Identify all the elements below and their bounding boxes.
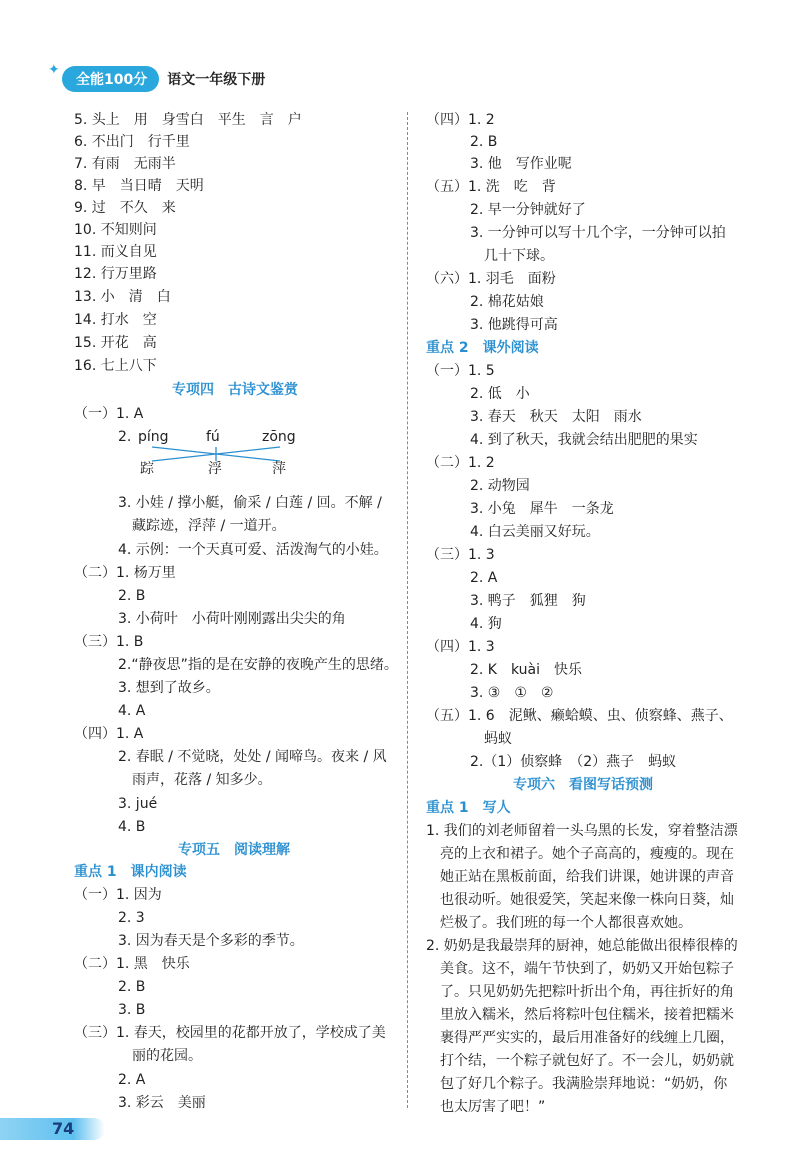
answer-line: 2.“静夜思”指的是在安静的夜晚产生的思绪。 (118, 657, 398, 673)
star-icon: ✦ (48, 62, 60, 78)
answer-line: （三）1. 3 (426, 547, 495, 563)
key-point-title: 重点 2 课外阅读 (426, 340, 539, 356)
essay-line: 里放入糯米，然后将粽叶包住糯米，接着把糯米 (440, 1007, 734, 1023)
section-title: 专项四 古诗文鉴赏 (172, 382, 298, 398)
answer-line: 4. 狗 (470, 616, 502, 632)
book-title: 语文一年级下册 (167, 72, 266, 88)
answer-line: 3. jué (118, 796, 158, 812)
answer-line: 4. A (118, 703, 146, 719)
answer-line: 4. 示例：一个天真可爱、活泼淘气的小娃。 (118, 542, 388, 558)
answer-line: 2. B (118, 979, 146, 995)
char-3: 萍 (272, 461, 286, 477)
column-divider (407, 112, 408, 1108)
answer-line: 8. 早 当日晴 天明 (74, 178, 204, 194)
answer-line: 9. 过 不久 来 (74, 200, 176, 216)
answer-line: 2. B (118, 588, 146, 604)
essay-line: 烂极了。我们班的每一个人都很喜欢她。 (440, 915, 692, 931)
essay-line: 包了好几个粽子。我满脸崇拜地说：“奶奶，你 (440, 1076, 728, 1092)
pinyin-3: zōng (262, 429, 296, 445)
essay-line: 美食。这不，端午节快到了，奶奶又开始包粽子 (440, 961, 734, 977)
answer-line: 2. 春眠 / 不觉晓，处处 / 闻啼鸟。夜来 / 风 (118, 749, 387, 765)
answer-line: 2. 动物园 (470, 478, 530, 494)
answer-line: （三）1. B (74, 634, 144, 650)
answer-line: 2. A (118, 1072, 146, 1088)
answer-line: 2. 3 (118, 910, 145, 926)
answer-line: 2. 低 小 (470, 386, 530, 402)
answer-line: 7. 有雨 无雨半 (74, 156, 176, 172)
answer-line: 3. 一分钟可以写十几个字，一分钟可以拍 (470, 225, 726, 241)
answer-line: 2. 棉花姑娘 (470, 294, 544, 310)
answer-line: 15. 开花 高 (74, 335, 157, 351)
answer-line: 2. A (470, 570, 498, 586)
answer-line: 6. 不出门 行千里 (74, 134, 190, 150)
essay-line: 了。只见奶奶先把粽叶折出个角，再往折好的角 (440, 984, 734, 1000)
answer-line: （一）1. 因为 (74, 887, 162, 903)
answer-line: 13. 小 清 白 (74, 289, 171, 305)
answer-line: 3. ③ ① ② (470, 685, 554, 701)
essay-line: 也很动听。她很爱笑，笑起来像一株向日葵，灿 (440, 892, 734, 908)
answer-line: （六）1. 羽毛 面粉 (426, 271, 556, 287)
key-point-title: 重点 1 课内阅读 (74, 864, 187, 880)
answer-line: （五）1. 洗 吃 背 (426, 179, 556, 195)
essay-line: 亮的上衣和裙子。她个子高高的，瘦瘦的。现在 (440, 846, 734, 862)
answer-line: （四）1. 2 (426, 112, 495, 128)
answer-line: 蚂蚁 (484, 731, 512, 747)
answer-line: （五）1. 6 泥鳅、癞蛤蟆、虫、侦察蜂、燕子、 (426, 708, 733, 724)
char-1: 踪 (140, 461, 154, 477)
answer-line: 4. B (118, 819, 146, 835)
answer-line: （二）1. 黑 快乐 (74, 956, 190, 972)
pinyin-2: fú (206, 429, 220, 445)
page-header (48, 62, 266, 92)
pinyin-1: píng (138, 429, 169, 445)
answer-line: （二）1. 杨万里 (74, 565, 176, 581)
answer-line: 3. 他跳得可高 (470, 317, 558, 333)
answer-line: （二）1. 2 (426, 455, 495, 471)
essay-line: 2. 奶奶是我最崇拜的厨神，她总能做出很棒很棒的 (426, 938, 738, 954)
answer-line: 14. 打水 空 (74, 312, 157, 328)
section-title: 专项六 看图写话预测 (513, 777, 653, 793)
brand-badge (48, 62, 159, 92)
answer-line: （一）1. A (74, 406, 144, 422)
essay-line: 打个结，一个粽子就包好了。不一会儿，奶奶就 (440, 1053, 734, 1069)
answer-line: 2. B (470, 134, 498, 150)
answer-line: 2. 早一分钟就好了 (470, 202, 586, 218)
answer-line: 12. 行万里路 (74, 266, 157, 282)
answer-line: 藏踪迹，浮萍 / 一道开。 (132, 518, 286, 534)
essay-line: 裹得严严实实的，最后用准备好的线缠上几圈， (440, 1030, 734, 1046)
char-2: 浮 (208, 461, 222, 477)
answer-line: 5. 头上 用 身雪白 平生 言 户 (74, 112, 302, 128)
answer-line: 3. 小娃 / 撑小艇，偷采 / 白莲 / 回。不解 / (118, 495, 382, 511)
answer-line: 2. K kuài 快乐 (470, 662, 583, 678)
answer-line: 2.（1）侦察蜂 （2）燕子 蚂蚁 (470, 754, 677, 770)
answer-line: 3. 春天 秋天 太阳 雨水 (470, 409, 642, 425)
answer-line: 丽的花园。 (132, 1048, 202, 1064)
answer-line: （四）1. 3 (426, 639, 495, 655)
answer-line: （四）1. A (74, 726, 144, 742)
answer-line: （三）1. 春天，校园里的花都开放了，学校成了美 (74, 1025, 386, 1041)
key-point-title: 重点 1 写人 (426, 800, 511, 816)
answer-line: 11. 而义自见 (74, 244, 157, 260)
answer-line: 3. 小荷叶 小荷叶刚刚露出尖尖的角 (118, 611, 346, 627)
brand-badge-text: 全能100分 (76, 72, 148, 88)
essay-line: 也太厉害了吧！” (440, 1099, 546, 1115)
answer-line: 3. 他 写作业呢 (470, 156, 572, 172)
answer-line: 16. 七上八下 (74, 358, 157, 374)
page-number: 74 (52, 1119, 75, 1138)
answer-line: 3. B (118, 1002, 146, 1018)
answer-line: 雨声，花落 / 知多少。 (132, 772, 272, 788)
answer-line: 4. 白云美丽又好玩。 (470, 524, 600, 540)
essay-line: 她正站在黑板前面，给我们讲课，她讲课的声音 (440, 869, 734, 885)
answer-line: 3. 彩云 美丽 (118, 1095, 206, 1111)
answer-line: 3. 鸭子 狐狸 狗 (470, 593, 586, 609)
answer-line: 10. 不知则问 (74, 222, 157, 238)
answer-line: 4. 到了秋天，我就会结出肥肥的果实 (470, 432, 698, 448)
answer-line: 3. 想到了故乡。 (118, 680, 220, 696)
section-title: 专项五 阅读理解 (178, 842, 290, 858)
answer-line: 2. (118, 429, 132, 445)
answer-line: 3. 小兔 犀牛 一条龙 (470, 501, 614, 517)
answer-line: （一）1. 5 (426, 363, 495, 379)
answer-line: 3. 因为春天是个多彩的季节。 (118, 933, 304, 949)
answer-line: 几十下球。 (484, 248, 554, 264)
essay-line: 1. 我们的刘老师留着一头乌黑的长发，穿着整洁漂 (426, 823, 738, 839)
